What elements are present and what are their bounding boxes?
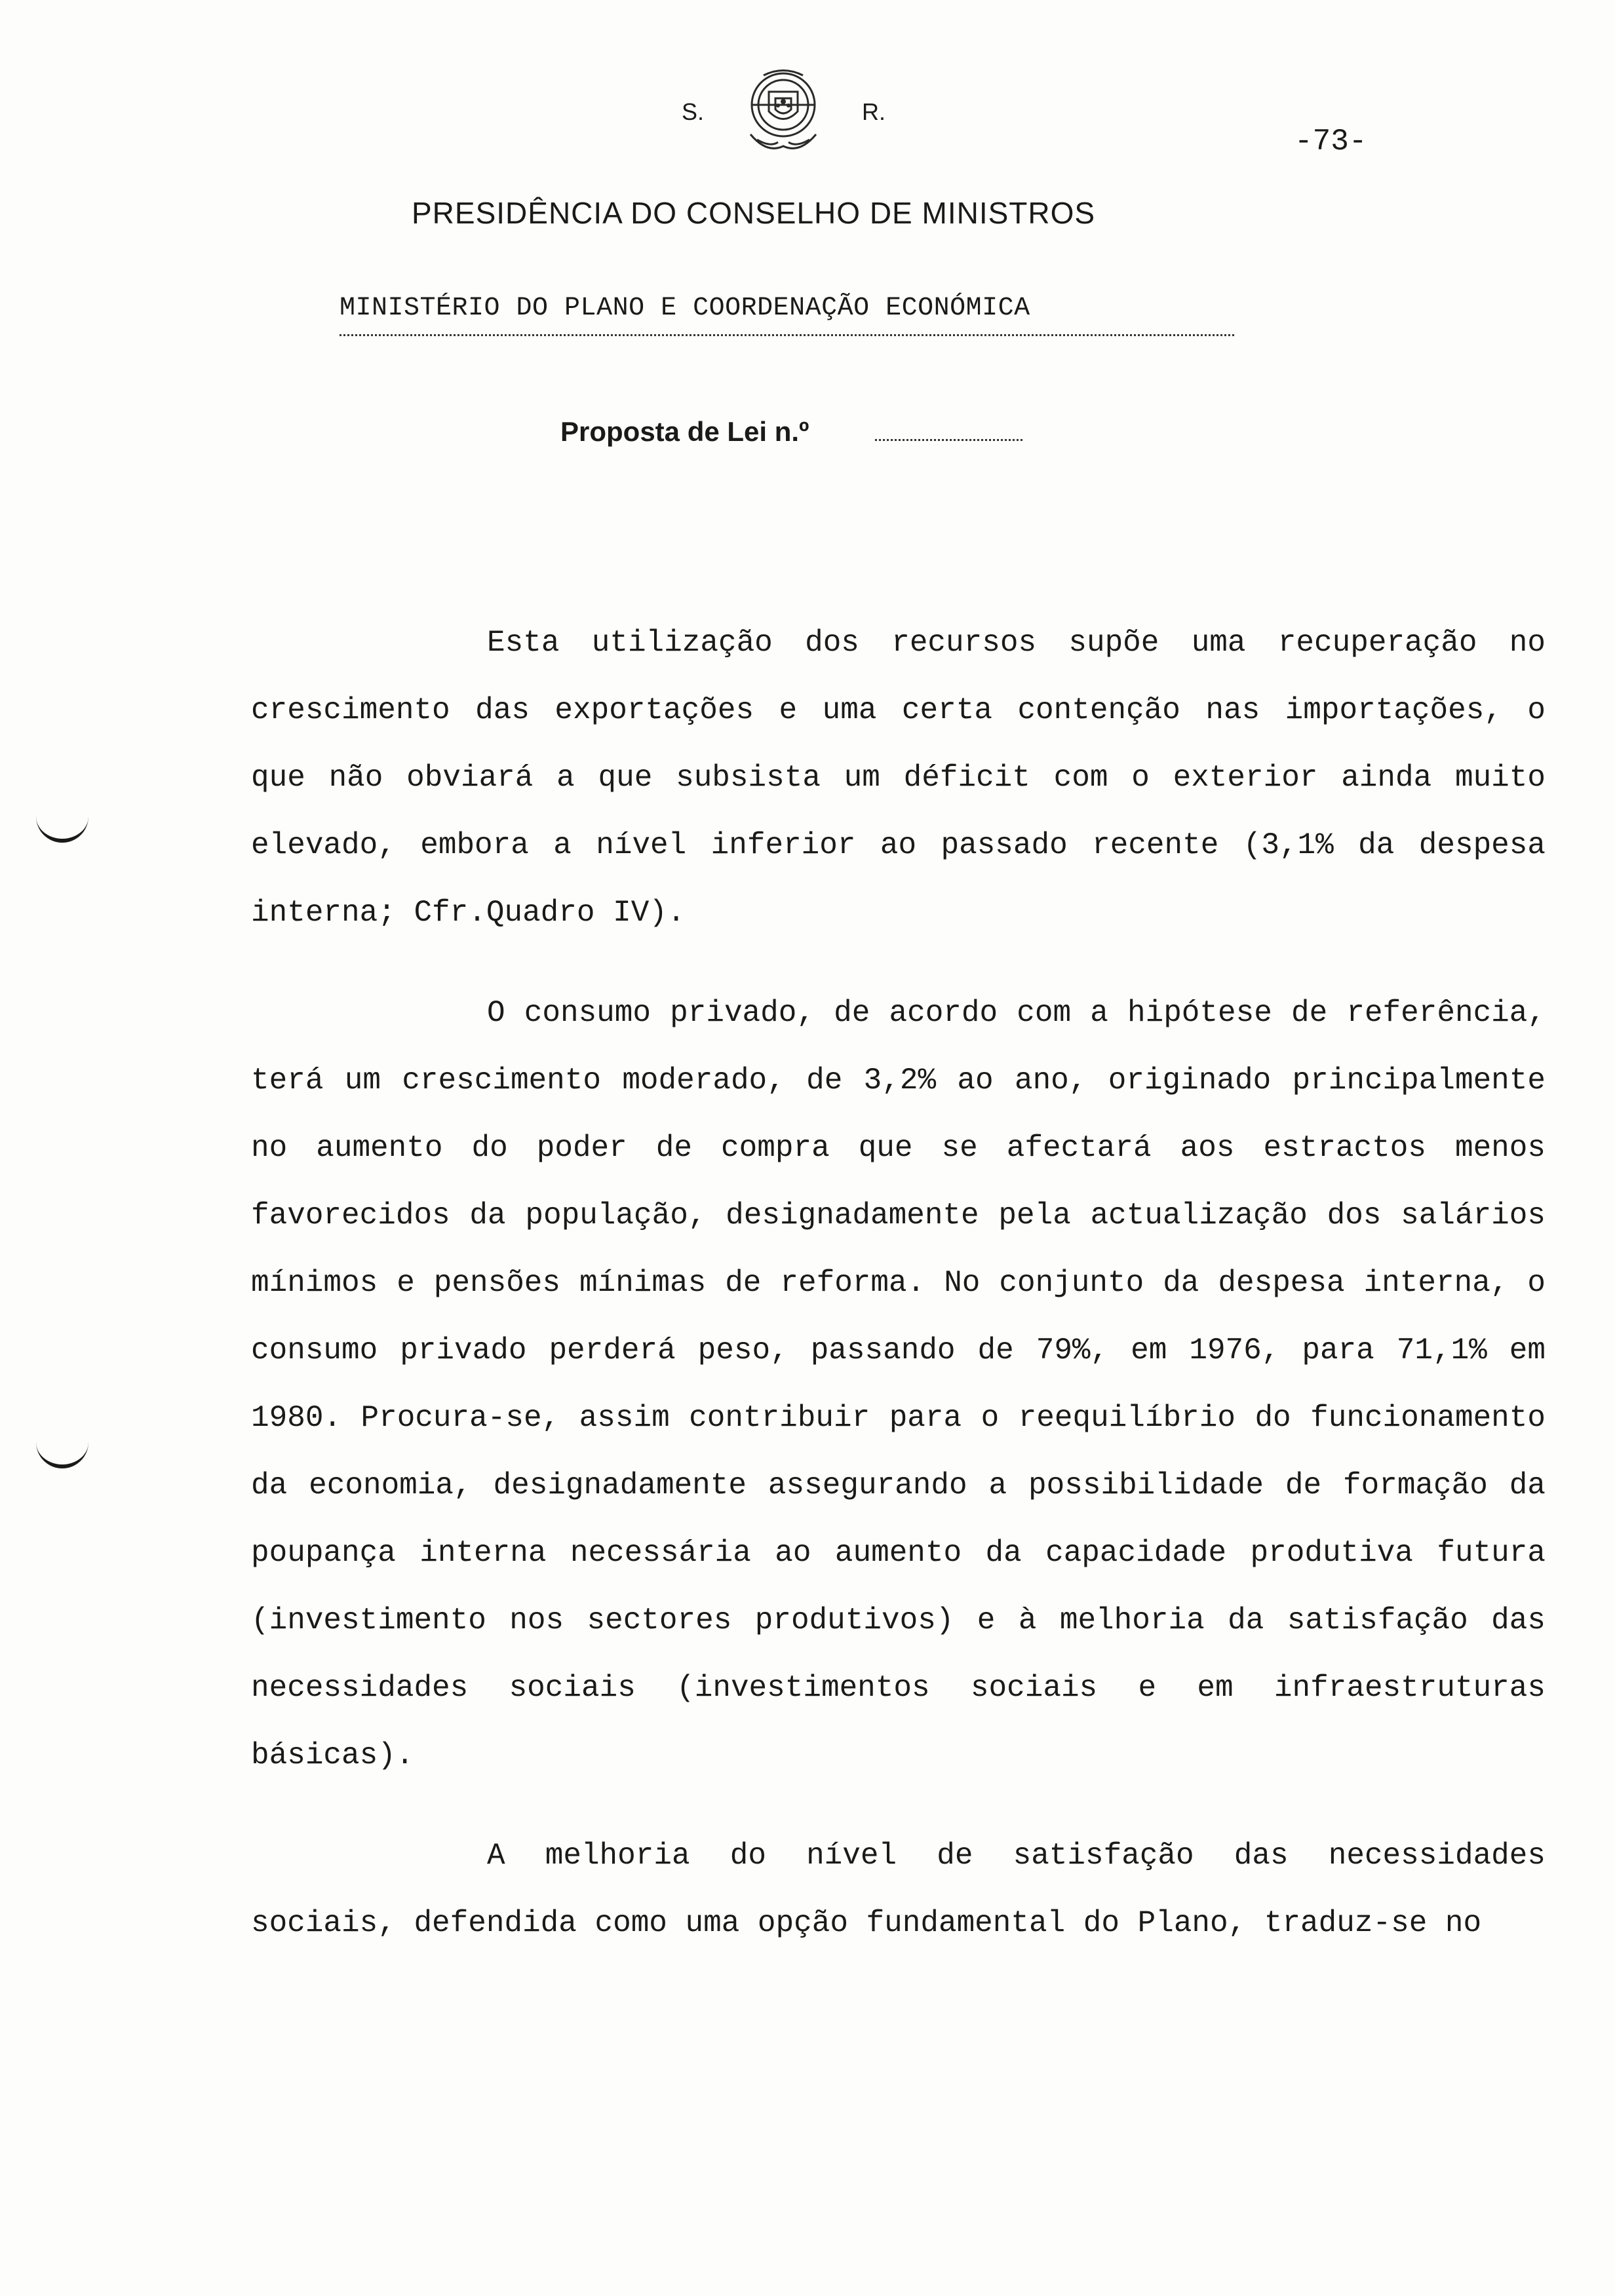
letterhead-left-initial: S. [682, 98, 705, 125]
ministry-title: MINISTÉRIO DO PLANO E COORDENAÇÃO ECONÓMICA [340, 294, 1030, 323]
paragraph-private-consumption: O consumo privado, de acordo com a hipótese de referência, terá um crescimento moderado, de 3,2% ao ano, originado principalmente no aumento do poder de compra que se afectará aos estractos menos favorecidos da população, designadamente pela actualização dos salários mínimos e pensões mínimas de reforma. No conjunto da despesa interna, o consumo privado perderá peso, passando de 79%, em 1976, para 71,1% em 1980. Procura-se, assim contribuir para o reequilíbrio do funcionamento da economia, designadamente assegurando a possibilidade de formação da poupança interna necessária ao aumento da capacidade produtiva futura (investimento nos sectores produtivos) e à melhoria da satisfação das necessidades sociais (investimentos sociais e em infraestruturas básicas). [251, 996, 1546, 1772]
paragraph-social-needs: A melhoria do nível de satisfação das necessidades sociais, defendida como uma opção fundamental do Plano, traduz-se no [251, 1839, 1546, 1940]
page-number: -73- [1294, 124, 1367, 159]
proposal-number-blank [875, 439, 1022, 441]
proposal-label: Proposta de Lei n.º [560, 416, 809, 447]
scan-punch-mark [36, 813, 88, 843]
institution-title: PRESIDÊNCIA DO CONSELHO DE MINISTROS [412, 196, 1096, 230]
scan-punch-mark [36, 1438, 88, 1468]
ministry-dotted-underline [340, 334, 1234, 336]
document-body [251, 609, 1546, 1990]
letterhead-right-initial: R. [862, 98, 885, 125]
portuguese-coat-of-arms-icon [731, 62, 836, 161]
paragraph-resources: Esta utilização dos recursos supõe uma recuperação no crescimento das exportações e uma certa contenção nas importações, o que não obviará a que subsista um déficit com o exterior ainda muito elevado, embora a nível inferior ao passado recente (3,1% da despesa interna; Cfr.Quadro IV). [251, 626, 1546, 930]
